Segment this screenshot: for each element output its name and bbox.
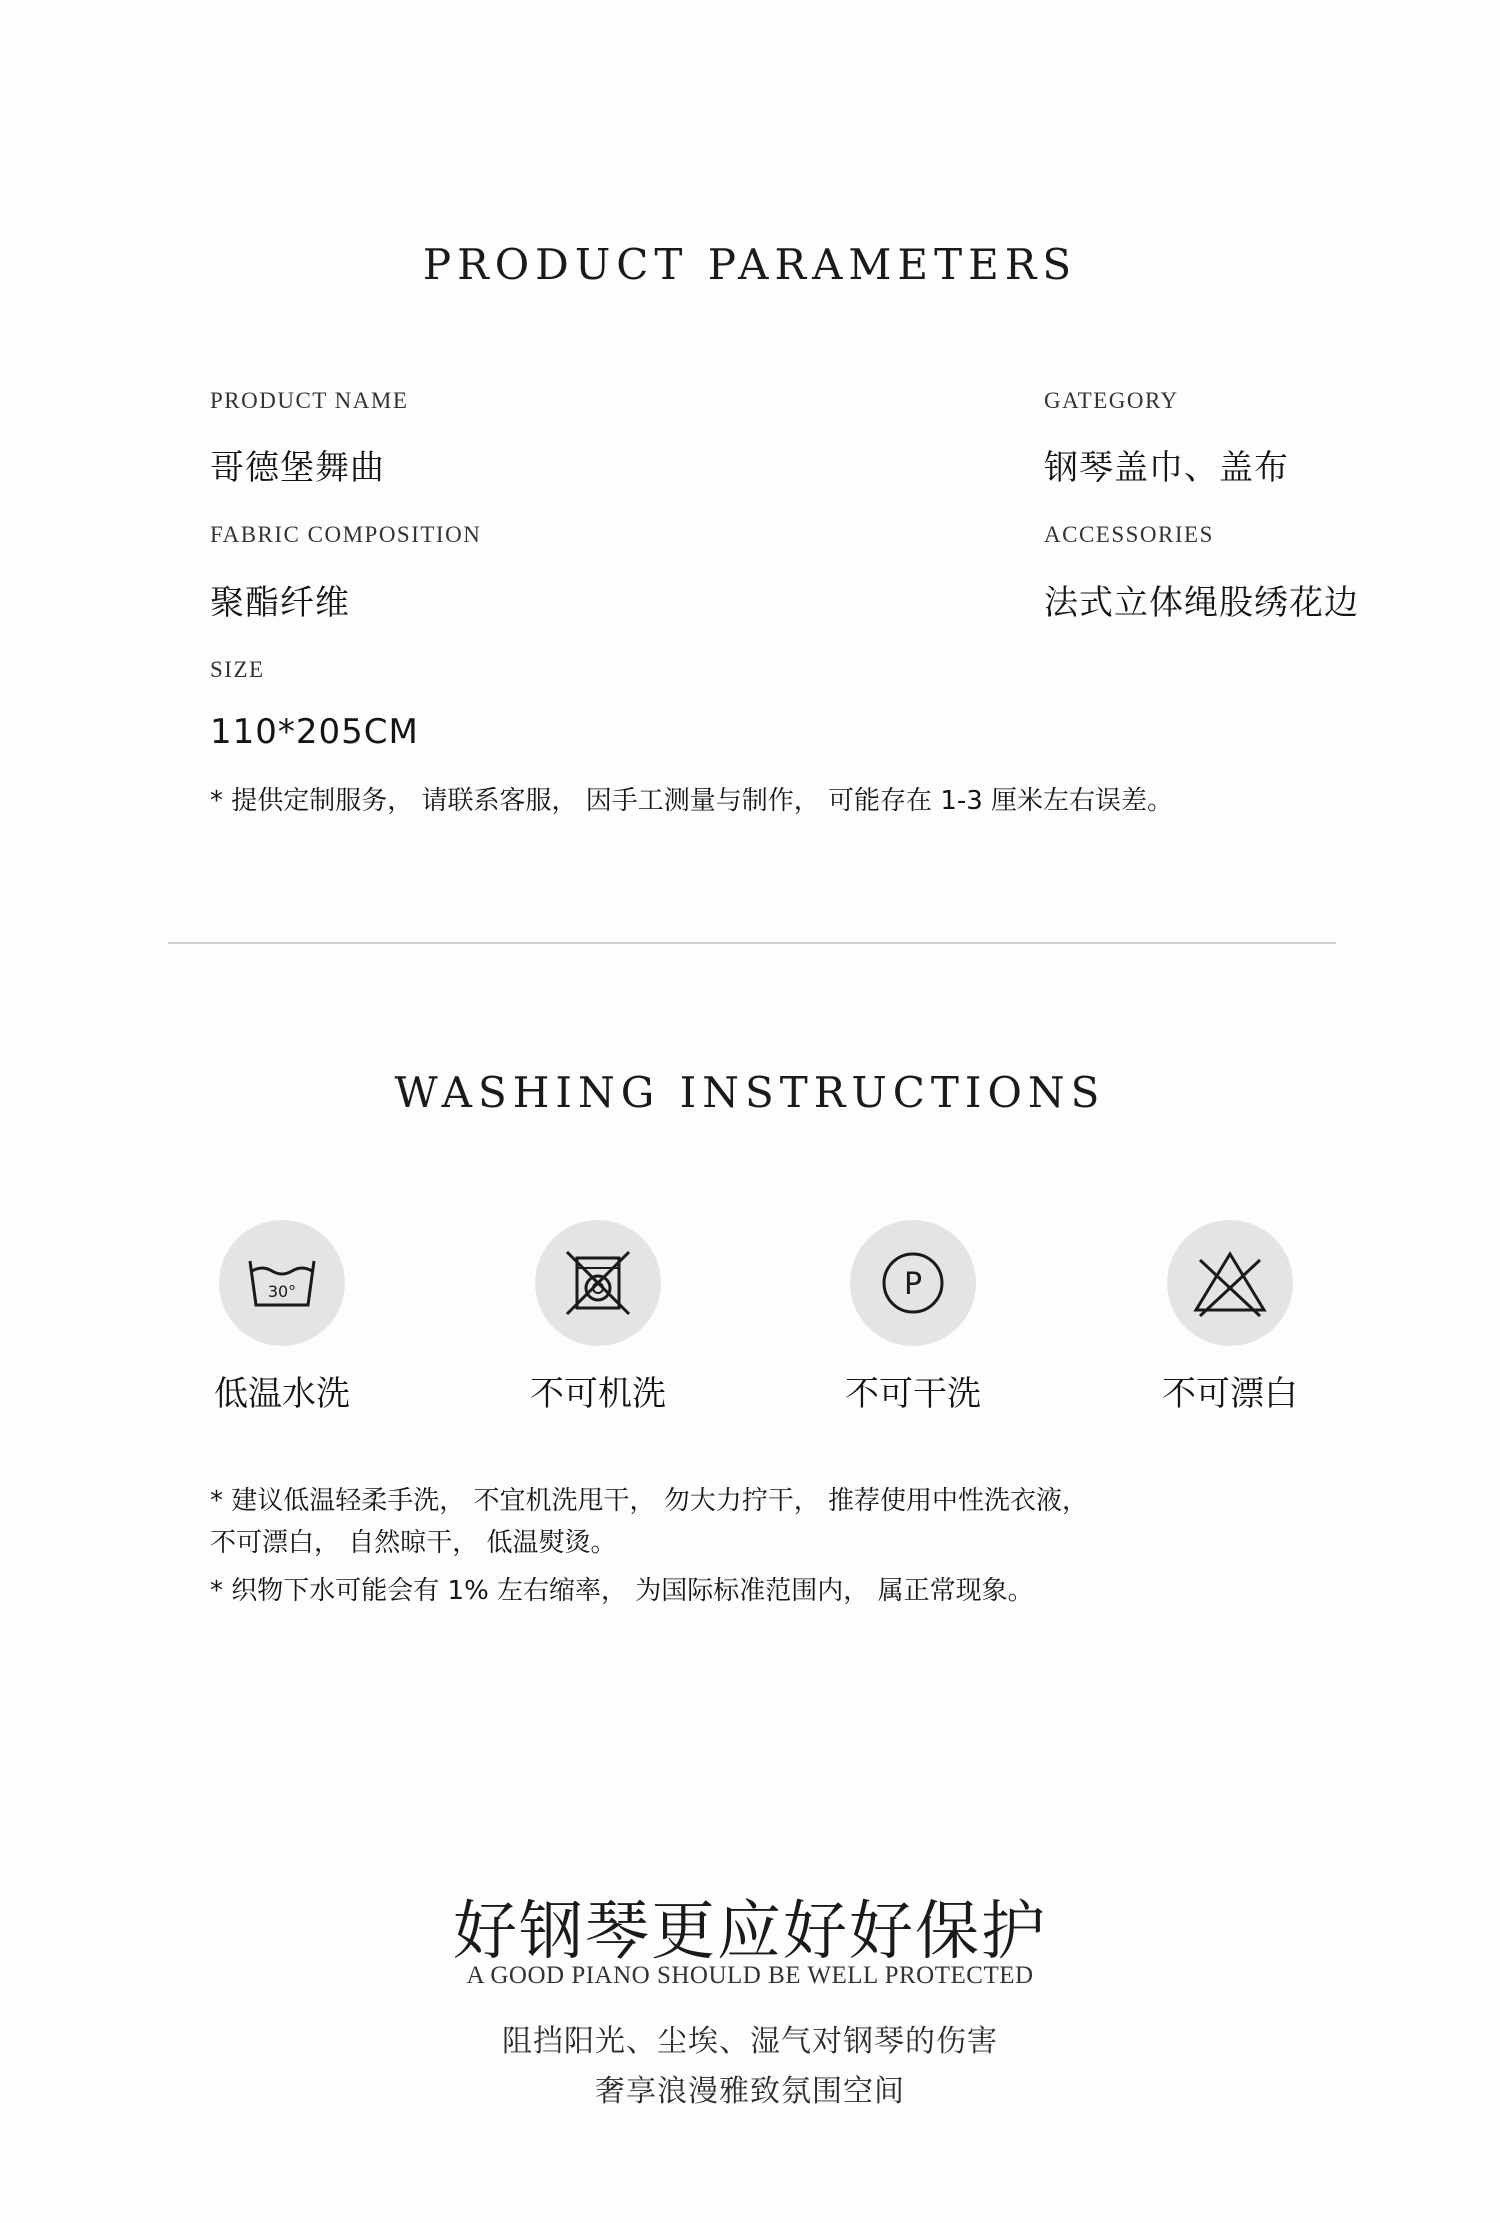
wash-item-no-machine <box>513 1220 683 1415</box>
wash-icon-circle <box>535 1220 661 1346</box>
category-value: 钢琴盖巾、盖布 <box>1044 448 1289 488</box>
wash-label-no-bleach: 不可漂白 <box>1162 1374 1298 1414</box>
accessories-label: ACCESSORIES <box>1044 522 1214 547</box>
wash-30-icon <box>244 1253 320 1313</box>
wash-icon-circle <box>1167 1220 1293 1346</box>
product-name-label: PRODUCT NAME <box>210 388 409 413</box>
washing-note-line2: 不可漂白， 自然晾干， 低温熨烫。 <box>210 1528 617 1558</box>
fabric-label: FABRIC COMPOSITION <box>210 522 482 547</box>
size-value: 110*205CM <box>210 712 419 752</box>
dry-clean-p-icon <box>880 1250 946 1316</box>
no-machine-wash-icon <box>563 1248 633 1318</box>
fabric-value: 聚酯纤维 <box>210 583 350 623</box>
no-bleach-icon <box>1192 1248 1268 1318</box>
product-name-value: 哥德堡舞曲 <box>210 448 385 488</box>
wash-temp-badge: 30° <box>267 1282 297 1301</box>
wash-label-no-dryclean: 不可干洗 <box>845 1374 981 1414</box>
footer-subtitle: A GOOD PIANO SHOULD BE WELL PROTECTED <box>466 1962 1034 1989</box>
washing-title: WASHING INSTRUCTIONS <box>394 1068 1106 1117</box>
footer-line-2: 奢享浪漫雅致氛围空间 <box>595 2074 905 2109</box>
parameters-note: * 提供定制服务， 请联系客服， 因手工测量与制作， 可能存在 1-3 厘米左右误差。 <box>210 786 1174 816</box>
footer-headline: 好钢琴更应好好保护 <box>453 1895 1047 1969</box>
section-divider <box>168 942 1336 944</box>
wash-label-low-temp: 低温水洗 <box>214 1374 350 1414</box>
wash-item-no-bleach <box>1145 1220 1315 1415</box>
parameters-title: PRODUCT PARAMETERS <box>422 240 1078 289</box>
washing-note-line3: * 织物下水可能会有 1% 左右缩率， 为国际标准范围内， 属正常现象。 <box>210 1576 1034 1606</box>
category-label: GATEGORY <box>1044 388 1179 413</box>
wash-icon-circle <box>219 1220 345 1346</box>
dry-clean-badge: P <box>903 1267 923 1302</box>
footer-line-1: 阻挡阳光、尘埃、湿气对钢琴的伤害 <box>502 2024 998 2059</box>
size-label: SIZE <box>210 657 265 682</box>
wash-icon-circle <box>850 1220 976 1346</box>
wash-item-low-temp <box>197 1220 367 1415</box>
wash-label-no-machine: 不可机洗 <box>530 1374 666 1414</box>
washing-note-line1: * 建议低温轻柔手洗， 不宜机洗甩干， 勿大力拧干， 推荐使用中性洗衣液， <box>210 1486 1089 1516</box>
accessories-value: 法式立体绳股绣花边 <box>1044 583 1359 623</box>
wash-item-no-dryclean <box>828 1220 998 1415</box>
